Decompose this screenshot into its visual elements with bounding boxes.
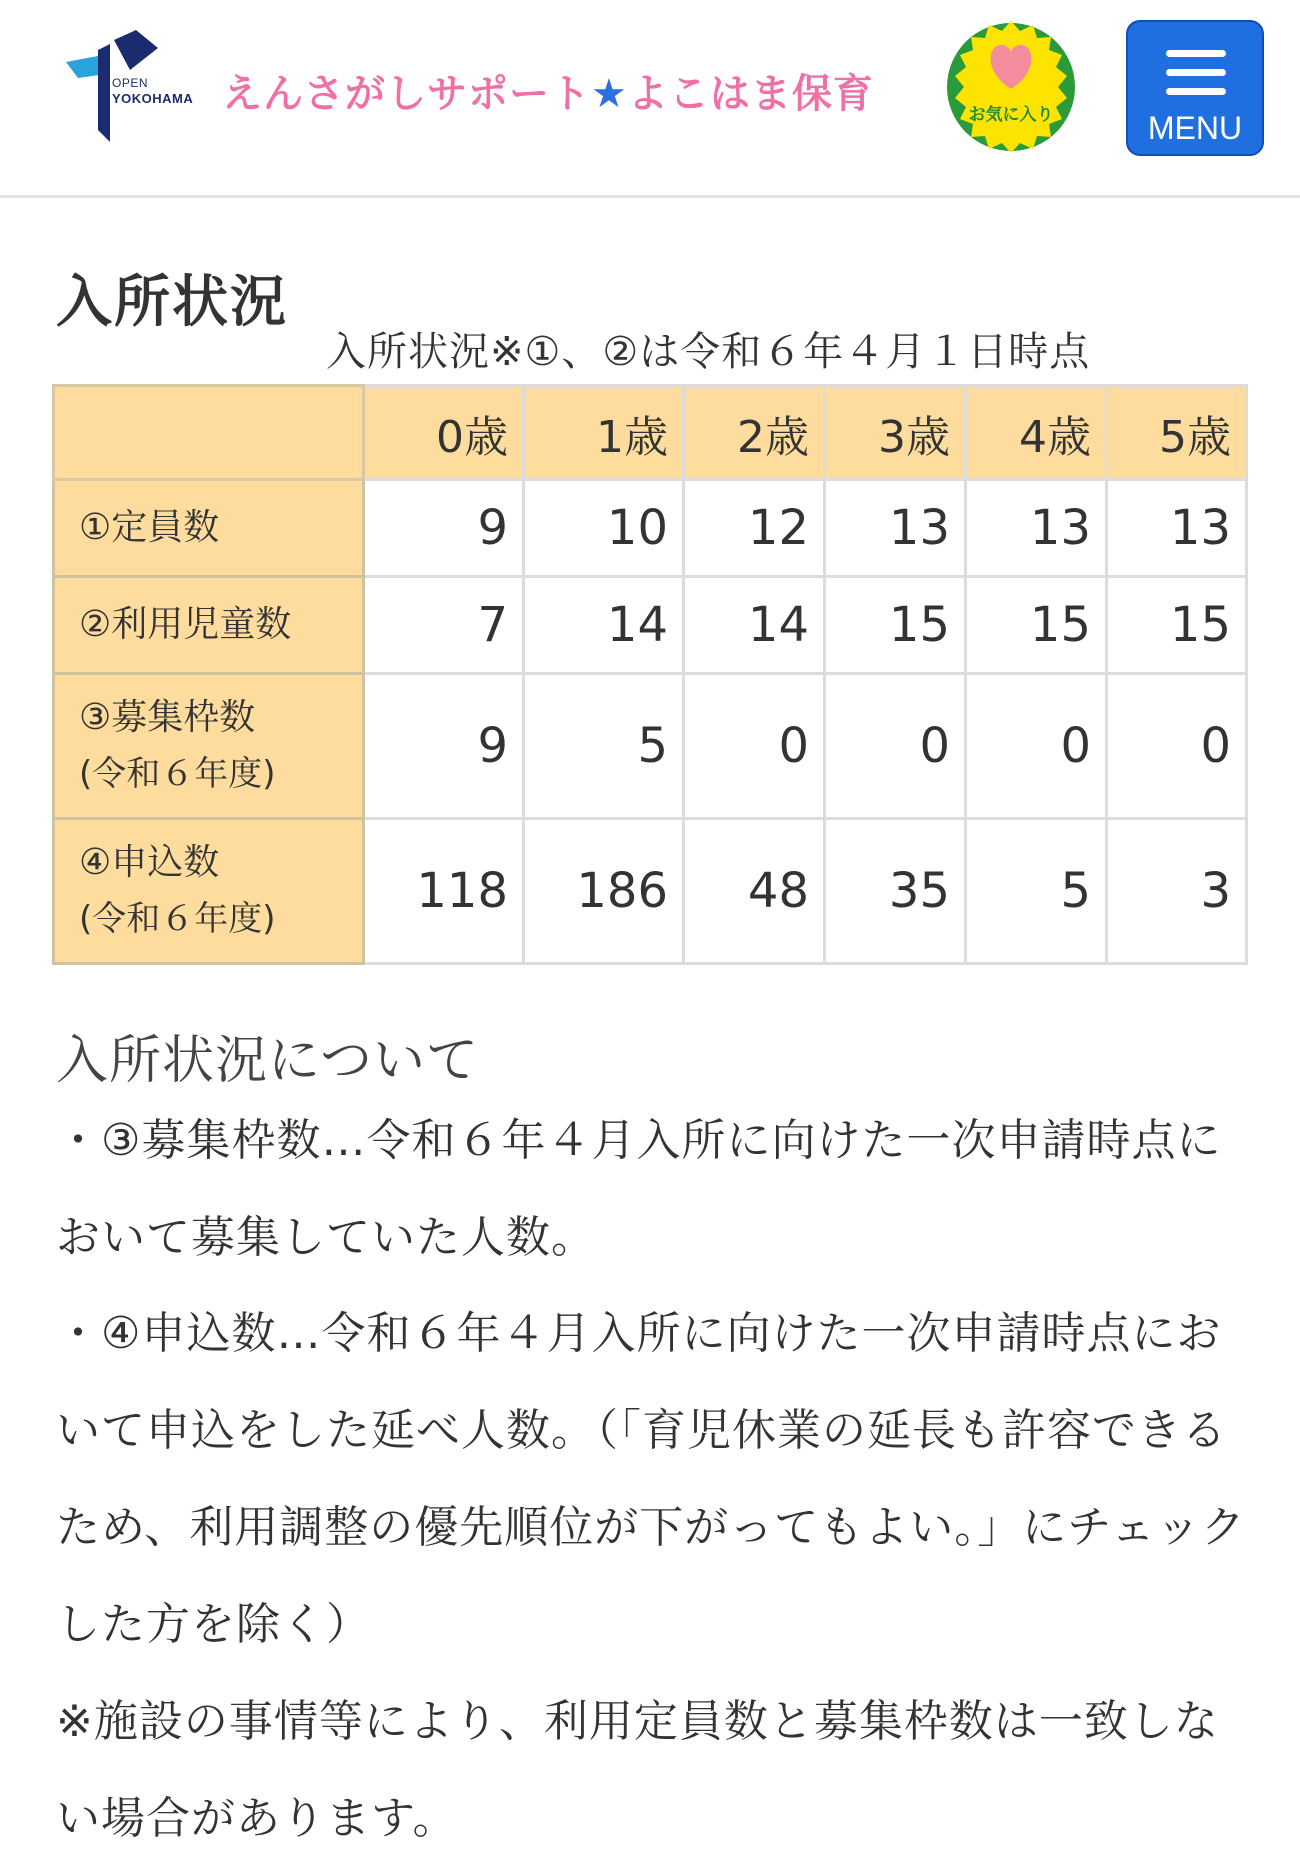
table-row xyxy=(54,577,1247,674)
row-header xyxy=(54,819,364,964)
table-row xyxy=(54,674,1247,819)
column-header: 2歳 xyxy=(684,386,825,480)
hamburger-icon xyxy=(1166,50,1226,96)
table-header-row xyxy=(54,386,1247,480)
table-cell: 15 xyxy=(825,577,966,674)
column-header: 3歳 xyxy=(825,386,966,480)
logo-text xyxy=(112,76,193,106)
favorite-label: お気に入り xyxy=(968,105,1054,125)
star-icon: ★ xyxy=(591,71,628,117)
open-yokohama-logo[interactable] xyxy=(66,30,206,142)
table-row xyxy=(54,480,1247,577)
section-title: 入所状況 xyxy=(56,270,288,335)
table-cell: 0 xyxy=(1107,674,1247,819)
table-cell: 35 xyxy=(825,819,966,964)
table-cell: 9 xyxy=(364,674,524,819)
table-caption: 入所状況※①、②は令和６年４月１日時点 xyxy=(326,329,1091,375)
table-cell: 12 xyxy=(684,480,825,577)
table-cell: 48 xyxy=(684,819,825,964)
table-cell: 0 xyxy=(966,674,1107,819)
row-label: ①定員数 xyxy=(79,507,220,548)
site-title-part1: えんさがしサポート xyxy=(222,71,591,117)
favorite-badge-icon xyxy=(938,14,1084,160)
favorites-button[interactable] xyxy=(938,14,1084,160)
table-cell: 5 xyxy=(966,819,1107,964)
table-cell: 5 xyxy=(524,674,684,819)
table-corner-cell xyxy=(54,386,364,480)
row-sublabel: (令和６年度) xyxy=(79,899,276,939)
table-cell: 14 xyxy=(684,577,825,674)
column-header: 5歳 xyxy=(1107,386,1247,480)
table-cell: 0 xyxy=(684,674,825,819)
row-label: ④申込数 xyxy=(79,842,220,883)
note-applications: ・④申込数…令和６年４月入所に向けた一次申請時点において申込をした延べ人数。（「育児休業の延長も許容できるため、利用調整の優先順位が下がってもよい。」にチェックした方を除く） xyxy=(56,1308,1246,1650)
table-cell: 13 xyxy=(825,480,966,577)
row-label: ③募集枠数 xyxy=(79,697,256,738)
site-title[interactable] xyxy=(222,62,874,119)
table-row xyxy=(54,819,1247,964)
table-cell: 15 xyxy=(966,577,1107,674)
logo-open-text: OPEN xyxy=(112,76,149,90)
note-recruitment-slots: ・③募集枠数…令和６年４月入所に向けた一次申請時点において募集していた人数。 xyxy=(56,1115,1222,1263)
row-sublabel: (令和６年度) xyxy=(79,754,276,794)
table-cell: 10 xyxy=(524,480,684,577)
table-cell: 14 xyxy=(524,577,684,674)
menu-button[interactable] xyxy=(1126,20,1264,156)
column-header: 4歳 xyxy=(966,386,1107,480)
column-header: 1歳 xyxy=(524,386,684,480)
table-cell: 3 xyxy=(1107,819,1247,964)
site-title-part2: よこはま保育 xyxy=(627,71,874,117)
row-header xyxy=(54,480,364,577)
note-disclaimer: ※施設の事情等により、利用定員数と募集枠数は一致しない場合があります。 xyxy=(56,1696,1219,1844)
row-header xyxy=(54,577,364,674)
admission-status-table xyxy=(52,384,1248,965)
table-cell: 186 xyxy=(524,819,684,964)
table-cell: 7 xyxy=(364,577,524,674)
site-header xyxy=(0,0,1300,198)
notes-title: 入所状況について xyxy=(56,1031,479,1091)
table-cell: 13 xyxy=(966,480,1107,577)
row-label: ②利用児童数 xyxy=(79,604,292,645)
logo-yokohama-text: YOKOHAMA xyxy=(112,91,194,106)
menu-label: MENU xyxy=(1147,110,1243,146)
table-cell: 118 xyxy=(364,819,524,964)
table-cell: 15 xyxy=(1107,577,1247,674)
table-cell: 13 xyxy=(1107,480,1247,577)
table-cell: 0 xyxy=(825,674,966,819)
table-cell: 9 xyxy=(364,480,524,577)
column-header: 0歳 xyxy=(364,386,524,480)
row-header xyxy=(54,674,364,819)
